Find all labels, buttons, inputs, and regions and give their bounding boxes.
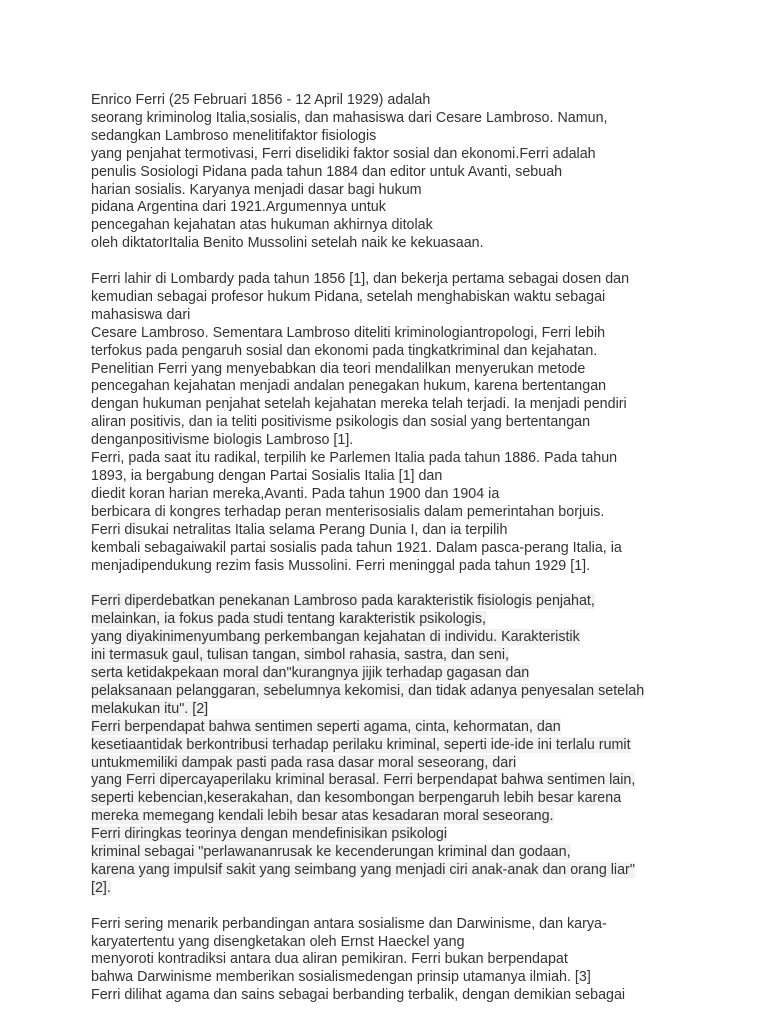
text-line: pidana Argentina dari 1921.Argumennya untuk bbox=[91, 199, 386, 216]
text-line: untukmemiliki dampak pasti pada rasa dasar moral seseorang, dari bbox=[91, 754, 517, 771]
text-line: Penelitian Ferri yang menyebabkan dia teori mendalilkan menyerukan metode bbox=[91, 360, 586, 377]
text-line: sedangkan Lambroso menelitifaktor fisiologis bbox=[91, 127, 377, 144]
text-line: Ferri lahir di Lombardy pada tahun 1856 [1], dan bekerja pertama sebagai dosen dan bbox=[91, 271, 630, 288]
text-line: serta ketidakpekaan moral dan"kurangnya jijik terhadap gagasan dan bbox=[91, 664, 530, 681]
text-line: [2]. bbox=[91, 879, 111, 896]
text-line: denganpositivisme biologis Lambroso [1]. bbox=[91, 432, 354, 449]
document-body bbox=[91, 92, 761, 1023]
text-line: Cesare Lambroso. Sementara Lambroso diteliti kriminologiantropologi, Ferri lebih bbox=[91, 324, 606, 341]
text-line: Ferri sering menarik perbandingan antara sosialisme dan Darwinisme, dan karya- bbox=[91, 915, 607, 932]
text-line: penulis Sosiologi Pidana pada tahun 1884 dan editor untuk Avanti, sebuah bbox=[91, 163, 563, 180]
text-line: seperti kebencian,keserakahan, dan kesombongan berpengaruh lebih besar karena bbox=[91, 790, 622, 807]
paragraph-biography bbox=[91, 271, 761, 575]
text-line: kemudian sebagai profesor hukum Pidana, setelah menghabiskan waktu sebagai bbox=[91, 288, 606, 305]
text-line: Ferri disukai netralitas Italia selama Perang Dunia I, dan ia terpilih bbox=[91, 521, 508, 538]
text-line: diedit koran harian mereka,Avanti. Pada tahun 1900 dan 1904 ia bbox=[91, 485, 500, 502]
text-line: menjadipendukung rezim fasis Mussolini. Ferri meninggal pada tahun 1929 [1]. bbox=[91, 557, 591, 574]
text-line: aliran positivis, dan ia teliti positivisme psikologis dan sosial yang bertentangan bbox=[91, 414, 591, 431]
text-line: Ferri diperdebatkan penekanan Lambroso pada karakteristik fisiologis penjahat, bbox=[91, 593, 595, 610]
text-line: kriminal sebagai "perlawananrusak ke kecenderungan kriminal dan godaan, bbox=[91, 844, 571, 861]
text-line: mahasiswa dari bbox=[91, 306, 191, 323]
text-line: yang Ferri dipercayaperilaku kriminal berasal. Ferri berpendapat bahwa sentimen lain, bbox=[91, 772, 636, 789]
text-line: Ferri dilihat agama dan sains sebagai berbanding terbalik, dengan demikian sebagai bbox=[91, 987, 626, 1004]
text-line: karyatertentu yang disengketakan oleh Ernst Haeckel yang bbox=[91, 933, 465, 950]
text-line: Ferri, pada saat itu radikal, terpilih ke Parlemen Italia pada tahun 1886. Pada tahun bbox=[91, 450, 618, 467]
text-line: kembali sebagaiwakil partai sosialis pada tahun 1921. Dalam pasca-perang Italia, ia bbox=[91, 539, 622, 556]
text-line: berbicara di kongres terhadap peran menterisosialis dalam pemerintahan borjuis. bbox=[91, 503, 605, 520]
text-line: oleh diktatorItalia Benito Mussolini setelah naik ke kekuasaan. bbox=[91, 235, 484, 252]
text-line: karena yang impulsif sakit yang seimbang yang menjadi ciri anak-anak dan orang liar" bbox=[91, 861, 635, 878]
text-line: yang diyakinimenyumbang perkembangan kejahatan di individu. Karakteristik bbox=[91, 629, 580, 646]
text-line: yang penjahat termotivasi, Ferri diselidiki faktor sosial dan ekonomi.Ferri adalah bbox=[91, 145, 596, 162]
text-line: ini termasuk gaul, tulisan tangan, simbol rahasia, sastra, dan seni, bbox=[91, 647, 510, 664]
text-line: harian sosialis. Karyanya menjadi dasar bagi hukum bbox=[91, 181, 422, 198]
text-line: 1893, ia bergabung dengan Partai Sosialis Italia [1] dan bbox=[91, 468, 443, 485]
text-line: melainkan, ia fokus pada studi tentang karakteristik psikologis, bbox=[91, 611, 486, 628]
text-line: bahwa Darwinisme memberikan sosialismedengan prinsip utamanya ilmiah. [3] bbox=[91, 969, 591, 986]
text-line: seorang kriminolog Italia,sosialis, dan mahasiswa dari Cesare Lambroso. Namun, bbox=[91, 109, 608, 126]
text-line: mereka memegang kendali lebih besar atas kesadaran moral seseorang. bbox=[91, 808, 554, 825]
text-line: pencegahan kejahatan menjadi andalan penegakan hukum, karena bertentangan bbox=[91, 378, 607, 395]
text-line: Enrico Ferri (25 Februari 1856 - 12 April 1929) adalah bbox=[91, 92, 431, 108]
text-line: Ferri berpendapat bahwa sentimen seperti agama, cinta, kehormatan, dan bbox=[91, 718, 561, 735]
text-line: kesetiaantidak berkontribusi terhadap perilaku kriminal, seperti ide-ide ini terlalu rumit bbox=[91, 736, 631, 753]
text-line: terfokus pada pengaruh sosial dan ekonomi pada tingkatkriminal dan kejahatan. bbox=[91, 342, 598, 359]
paragraph-darwinism bbox=[91, 916, 761, 1006]
paragraph-theory bbox=[91, 593, 761, 897]
text-line: melakukan itu". [2] bbox=[91, 700, 209, 717]
paragraph-intro bbox=[91, 92, 761, 253]
text-line: menyoroti kontradiksi antara dua aliran pemikiran. Ferri bukan berpendapat bbox=[91, 951, 568, 968]
text-line: Ferri diringkas teorinya dengan mendefinisikan psikologi bbox=[91, 826, 448, 843]
text-line: pencegahan kejahatan atas hukuman akhirnya ditolak bbox=[91, 217, 433, 234]
text-line: pelaksanaan pelanggaran, sebelumnya kekomisi, dan tidak adanya penyesalan setelah bbox=[91, 682, 645, 699]
text-line: dengan hukuman penjahat setelah kejahatan mereka telah terjadi. Ia menjadi pendiri bbox=[91, 396, 627, 413]
